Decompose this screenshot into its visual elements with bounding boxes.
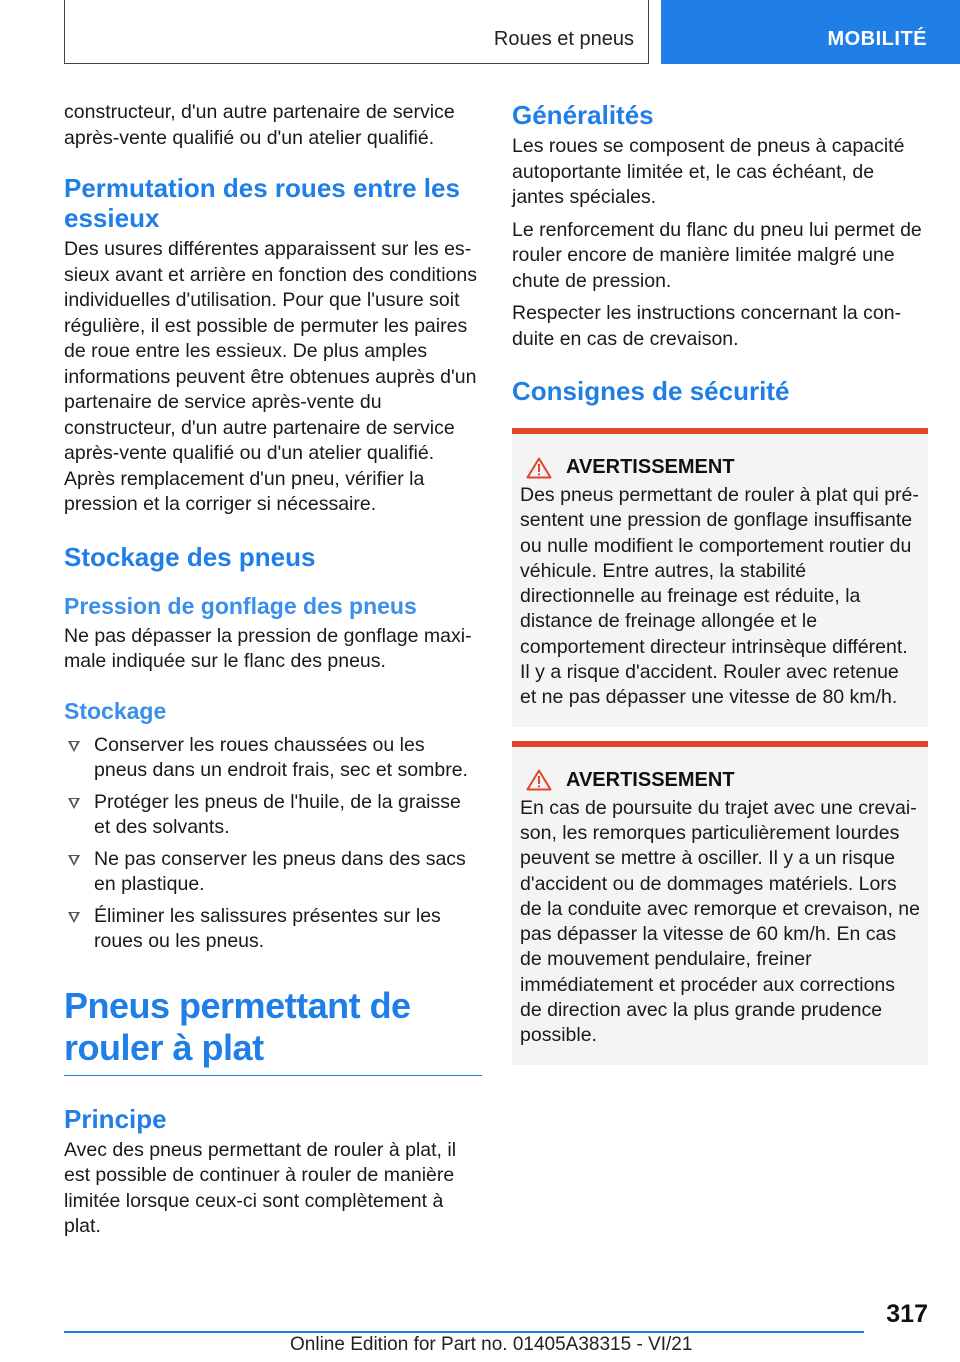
warning-text: Des pneus permettant de rouler à plat qui présentent une pression de gonflage insuffisante ou nulle modifient le comportement routier du véhicule. Entre autres, la stabilité directionnelle au freinage est réduite, la distance de freinage allongée et le comportement directeur intrinsèque différent. Il y a risque d'accident. Rouler avec retenue et ne pas dépasser une vitesse de 80 km/h.	[520, 484, 919, 709]
safety-heading: Consignes de sécurité	[512, 376, 790, 406]
left-column	[64, 100, 482, 1252]
triangle-bullet-icon	[68, 741, 80, 752]
pressure-paragraph: Ne pas dépasser la pression de gonflage maximale indiquée sur le flanc des pneus.	[64, 624, 472, 672]
general-paragraph-1: Les roues se composent de pneus à capacité autoportante limitée et, le cas échéant, de jantes spéciales.	[512, 135, 905, 208]
page-number: 317	[886, 1300, 928, 1328]
footer-divider	[64, 1331, 864, 1333]
warning-text: En cas de poursuite du trajet avec une crevaison, les remorques particulièrement lourdes peuvent se mettre à osciller. Il y a un risque d'accident ou de dommages matériels. Lors de la conduite avec remorque et crevaison, ne pas dépasser la vitesse de 60 km/h. En cas de mouvement pendulaire, freiner immédiatement et procéder aux corrections de direction avec la plus grande prudence possible.	[520, 796, 920, 1047]
pressure-heading: Pression de gonflage des pneus	[64, 592, 417, 619]
principe-paragraph: Avec des pneus permettant de rouler à plat, il est possible de continuer à rouler de manière limitée lorsque ceux-ci sont complètement à plat.	[64, 1138, 457, 1237]
header-section-box	[64, 0, 649, 64]
warning-label: AVERTISSEMENT	[566, 456, 735, 478]
general-paragraph-2: Le renforcement du flanc du pneu lui permet de rouler encore de manière limitée malgré une chute de pression.	[512, 218, 922, 292]
principe-heading: Principe	[64, 1103, 167, 1134]
storage-bullet-list	[64, 733, 482, 955]
header-chapter-title: MOBILITÉ	[827, 28, 927, 50]
storage-heading: Stockage des pneus	[64, 541, 316, 572]
list-item: Éliminer les salissures présentes sur les roues ou les pneus.	[64, 904, 482, 955]
right-column	[512, 100, 928, 1065]
list-item: Ne pas conserver les pneus dans des sacs en plastique.	[64, 847, 482, 898]
warning-triangle-icon	[526, 457, 552, 479]
warning-box	[512, 428, 928, 727]
warning-triangle-icon	[526, 769, 552, 791]
runflat-chapter-heading: Pneus permettant de rouler à plat	[64, 985, 482, 1076]
permutation-heading: Permutation des roues entre les essieux	[64, 173, 460, 233]
triangle-bullet-icon	[68, 912, 80, 923]
triangle-bullet-icon	[68, 798, 80, 809]
header-section-title: Roues et pneus	[493, 28, 634, 50]
general-paragraph-3: Respecter les instructions concernant la conduite en cas de crevaison.	[512, 302, 902, 350]
stockage-heading: Stockage	[64, 697, 167, 724]
header-chapter-tab	[661, 0, 960, 64]
footer-edition: Online Edition for Part no. 01405A38315 - VI/21	[290, 1334, 693, 1355]
permutation-paragraph: Des usures différentes apparaissent sur les essieux avant et arrière en fonction des conditions individuelles d'utilisation. Pour que l'usure soit régulière, il est possible de permuter les paires de roue entre les essieux. De plus amples informations peuvent être obtenues auprès d'un partenaire de service après-vente du constructeur, d'un autre partenaire de service après-vente qualifié ou d'un atelier qualifié. Après remplacement d'un pneu, vérifier la pression et la corriger si nécessaire.	[64, 238, 477, 515]
triangle-bullet-icon	[68, 855, 80, 866]
intro-paragraph: constructeur, d'un autre partenaire de service après-vente qualifié ou d'un atelier qualifié.	[64, 101, 455, 149]
list-item: Protéger les pneus de l'huile, de la graisse et des solvants.	[64, 790, 482, 841]
general-heading: Généralités	[512, 100, 654, 130]
list-item: Conserver les roues chaussées ou les pneus dans un endroit frais, sec et sombre.	[64, 733, 482, 784]
warning-box	[512, 741, 928, 1065]
warning-label: AVERTISSEMENT	[566, 768, 735, 791]
